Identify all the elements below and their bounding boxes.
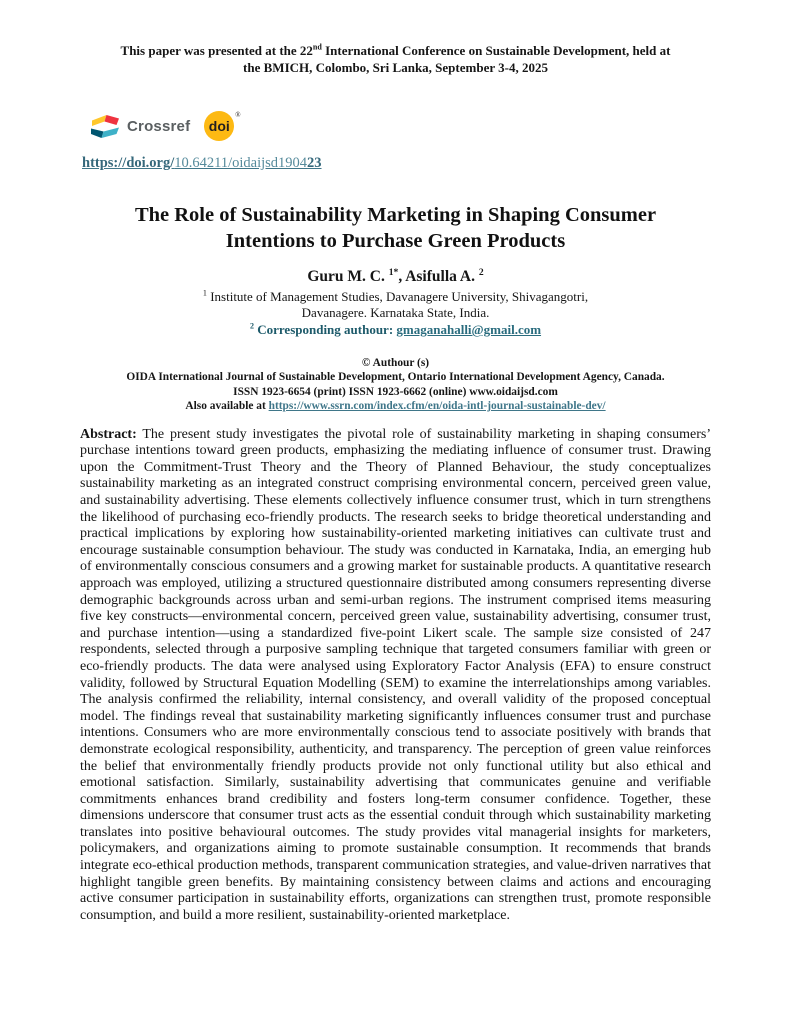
authors-line xyxy=(80,268,711,286)
author-2-affiliation-sup: 2 xyxy=(478,266,484,278)
doi-link-suffix: 23 xyxy=(307,155,322,171)
doi-registered-mark: ® xyxy=(235,111,241,119)
author-1-affiliation-sup: 1* xyxy=(388,266,399,278)
abstract-body: The present study investigates the pivotal role of sustainability marketing in shaping consumers’ purchase intentions toward green products, emphasizing the mediating influence of consumer trust. Drawing upon the Commitment-Trust Theory and the Theory of Planned Behaviour, the study conceptualizes sustainability marketing as an integrated construct comprising environmental concern, perceived green value, and sustainability advertising. These elements collectively influence consumer trust, which in turn strengthens the likelihood of purchasing eco-friendly products. The research seeks to bridge theoretical understanding and practical implications by exploring how sustainability-oriented marketing initiatives can cultivate trust and encourage sustainable consumption behaviour. The study was conducted in Karnataka, India, an emerging hub of environmentally conscious consumers and a growing market for sustainable products. A quantitative research approach was employed, utilizing a structured questionnaire distributed among consumers representing diverse demographic backgrounds across urban and semi-urban regions. The instrument comprised items measuring five key constructs—environmental concern, perceived green value, sustainability advertising, consumer trust, and purchase intention—using a standardized five-point Likert scale. The sample size consisted of 247 respondents, selected through a purposive sampling technique that targeted consumers familiar with green or eco-friendly products. The data were analysed using Exploratory Factor Analysis (EFA) to ensure construct validity, followed by Structural Equation Modelling (SEM) to examine the interrelationships among variables. The analysis confirmed the reliability, internal consistency, and overall validity of the proposed conceptual model. The findings reveal that sustainability marketing significantly influences consumer trust and purchase intentions. Consumers who are more environmentally conscious tend to associate positively with brands that demonstrate ecological responsibility, authenticity, and transparency. The perception of green value reinforces the belief that environmentally friendly products provide not only functional utility but also ethical and emotional satisfaction. Similarly, sustainability advertising that communicates genuine and verifiable commitments enhances brand credibility and fosters long-term consumer confidence. Together, these dimensions underscore that consumer trust acts as the essential conduit through which sustainability marketing translates into positive behavioural outcomes. The study provides vital managerial insights for marketers, policymakers, and organizations aiming to promote sustainable consumption. It recommends that brands integrate eco-ethical production methods, transparent communication strategies, and value-driven narratives that highlight tangible green benefits. By maintaining consistency between claims and actions and encouraging active consumer participation in sustainability efforts, organizations can strengthen trust, promote responsible consumption, and build a more resilient, sustainability-oriented marketplace. xyxy=(80,426,711,923)
author-2: , Asifulla A. xyxy=(398,268,479,285)
corresponding-label: Corresponding authour: xyxy=(253,322,397,337)
affiliation-sup: 1 xyxy=(202,288,207,298)
crossref-icon xyxy=(90,113,120,140)
corresponding-sup: 2 xyxy=(249,321,254,331)
doi-link[interactable] xyxy=(82,155,322,171)
corresponding-author-line xyxy=(80,322,711,338)
affiliation xyxy=(80,289,711,321)
author-1: Guru M. C. xyxy=(307,268,389,285)
conference-note xyxy=(113,42,679,76)
doi-badge-icon: doi xyxy=(204,111,234,141)
doi-link-line xyxy=(82,155,711,172)
corresponding-email-link[interactable]: gmaganahalli@gmail.com xyxy=(396,322,542,337)
abstract-label: Abstract: xyxy=(80,426,137,442)
imprint-block xyxy=(80,356,711,414)
doi-link-prefix: https://doi.org/ xyxy=(82,155,175,171)
affiliation-line-1: Institute of Management Studies, Davanagere University, Shivagangotri, xyxy=(206,289,589,304)
ssrn-link[interactable]: https://www.ssrn.com/index.cfm/en/oida-intl-journal-sustainable-dev/ xyxy=(268,400,606,413)
journal-line: OIDA International Journal of Sustainable Development, Ontario International Development Agency, Canada. xyxy=(126,371,665,384)
crossref-logo xyxy=(90,113,190,140)
conference-note-text-rest: International Conference on Sustainable Development, held at the BMICH, Colombo, Sri Lanka, September 3-4, 2025 xyxy=(243,43,671,75)
paper-title: The Role of Sustainability Marketing in Shaping Consumer Intentions to Purchase Green Products xyxy=(134,204,657,252)
abstract-paragraph xyxy=(80,427,711,925)
issn-line: ISSN 1923-6654 (print) ISSN 1923-6662 (online) www.oidaijsd.com xyxy=(233,385,558,398)
copyright-line: © Authour (s) xyxy=(361,357,430,369)
logos-row xyxy=(90,110,711,142)
also-available-line xyxy=(80,399,711,413)
also-available-prefix: Also available at xyxy=(185,400,269,413)
conference-note-ordinal-sup: nd xyxy=(312,42,322,52)
affiliation-line-2: Davanagere. Karnataka State, India. xyxy=(301,305,490,320)
crossref-wordmark: Crossref xyxy=(127,117,191,135)
conference-note-text: This paper was presented at the 22 xyxy=(120,43,313,58)
doi-link-middle: 10.64211/oidaijsd1904 xyxy=(174,155,308,171)
doi-logo xyxy=(204,111,240,141)
